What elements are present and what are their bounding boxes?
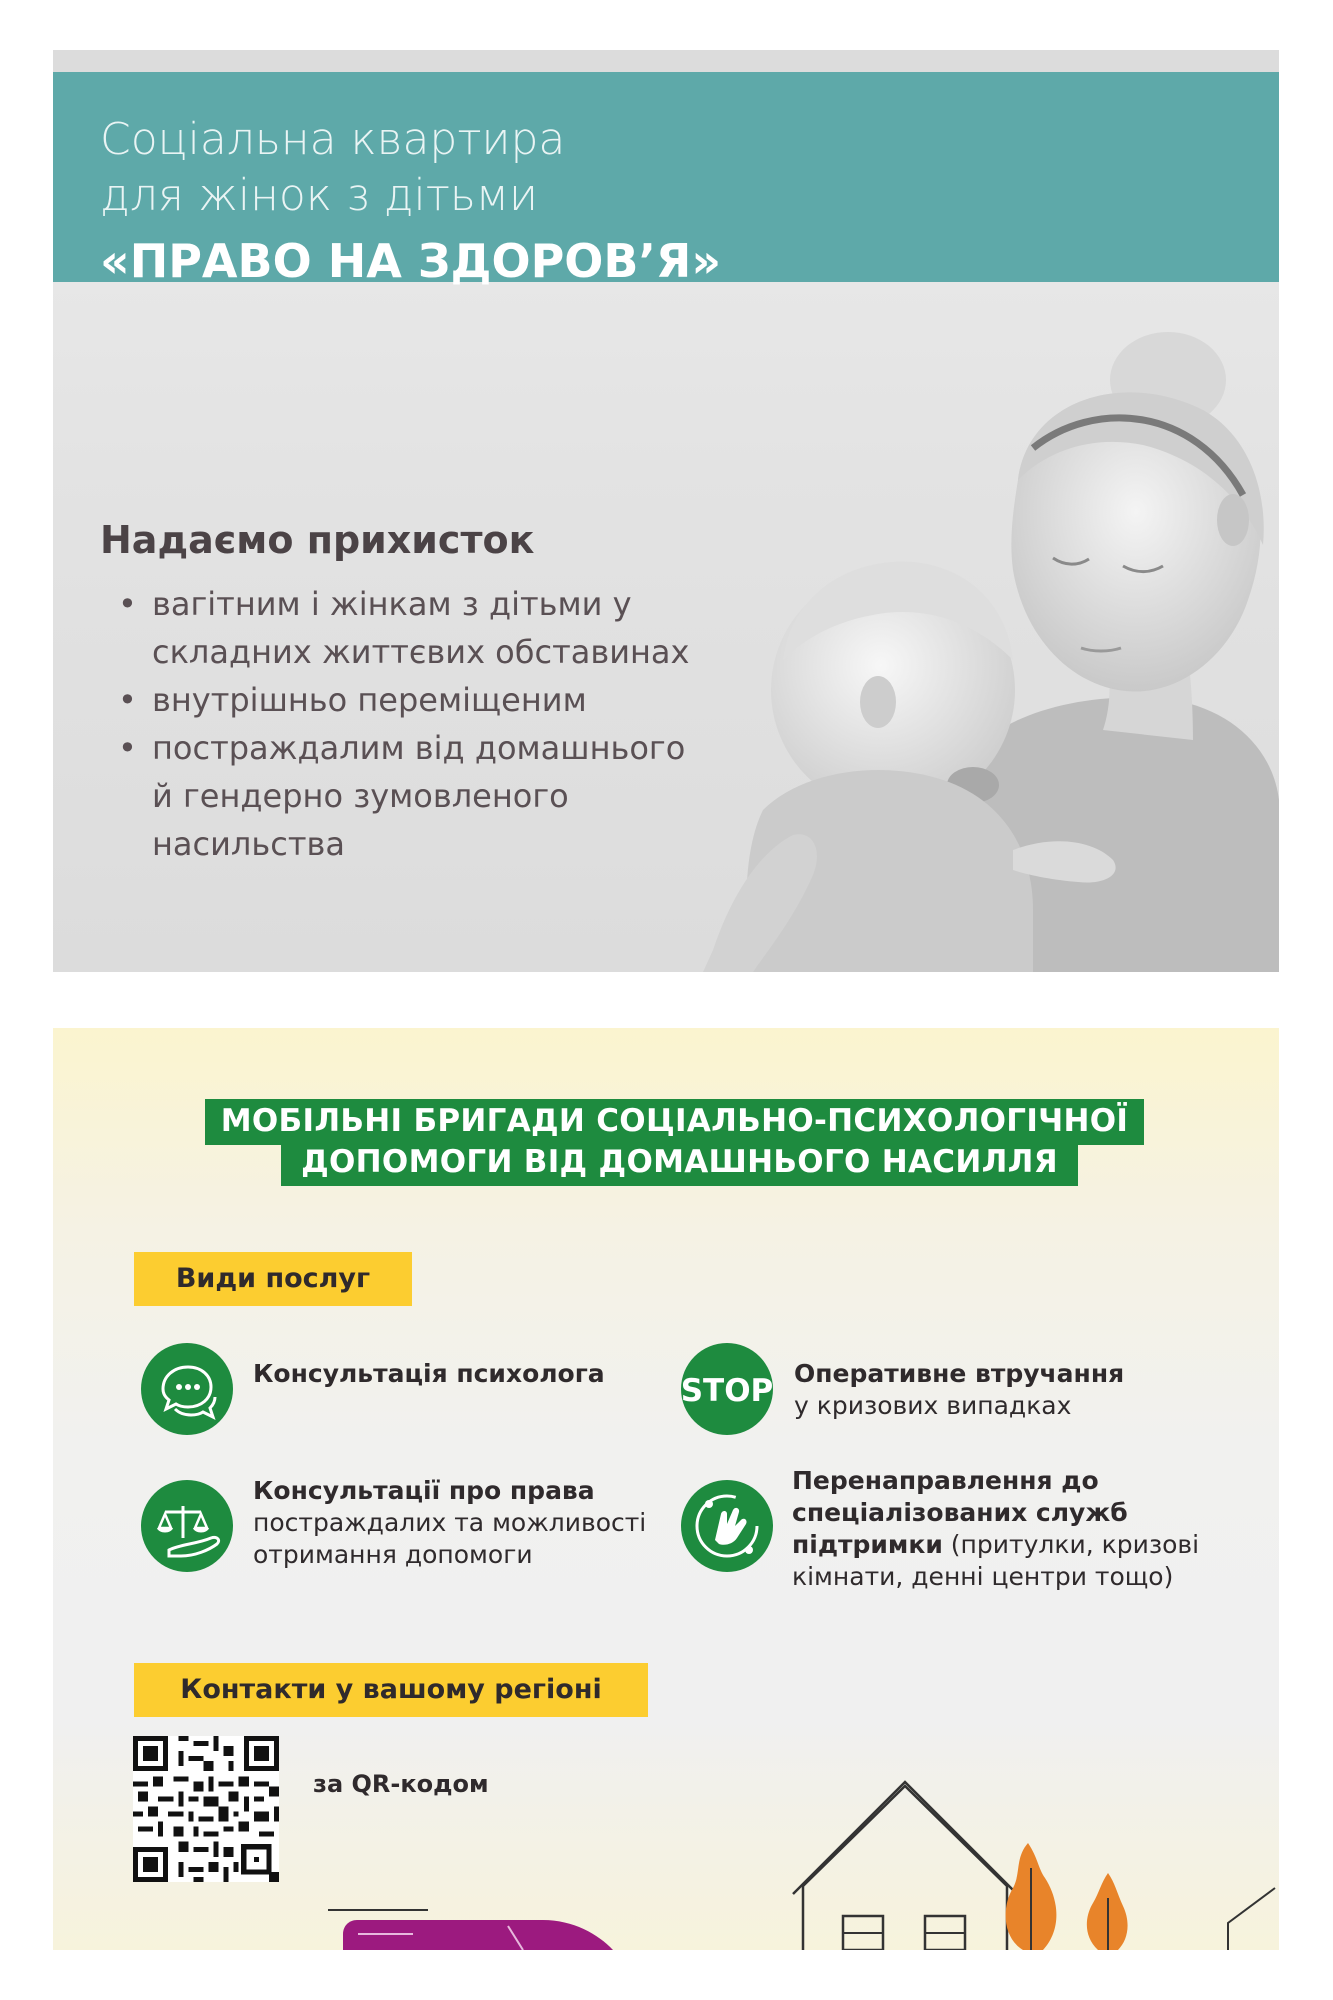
list-item-line: складних життєвих обставинах — [152, 633, 690, 671]
list-item-line: вагітним і жінкам з дітьми у — [152, 585, 632, 623]
title-line-1: Соціальна квартира — [100, 114, 566, 165]
title-line-3: «ПРАВО НА ЗДОРОВ’Я» — [100, 234, 722, 288]
service-rights — [253, 1475, 646, 1571]
stop-sign-icon — [681, 1343, 773, 1435]
service-title: підтримки — [792, 1530, 943, 1559]
qr-label: за QR-кодом — [313, 1770, 489, 1798]
mobile-teams-card — [53, 1028, 1279, 1950]
list-item-line: постраждалим від домашнього — [152, 729, 686, 767]
services-tag: Види послуг — [134, 1252, 412, 1306]
shelter-heading: Надаємо прихисток — [100, 518, 535, 562]
contacts-tag: Контакти у вашому регіоні — [134, 1663, 648, 1717]
service-redirect — [792, 1465, 1199, 1593]
banner-line-1: МОБІЛЬНІ БРИГАДИ СОЦІАЛЬНО-ПСИХОЛОГІЧНОЇ — [205, 1099, 1144, 1145]
service-title: Консультація психолога — [253, 1359, 605, 1388]
scales-hand-icon — [141, 1480, 233, 1572]
list-item-line: внутрішньо переміщеним — [152, 681, 587, 719]
list-item-line: й гендерно зумовленого — [152, 777, 569, 815]
mother-baby-photo — [673, 330, 1279, 972]
service-desc: кімнати, денні центри тощо) — [792, 1562, 1174, 1591]
bullet-icon: • — [118, 681, 137, 719]
service-title: Консультації про права — [253, 1476, 595, 1505]
list-item-line: насильства — [152, 825, 345, 863]
service-desc: постраждалих та можливості — [253, 1508, 647, 1537]
service-intervention — [794, 1358, 1124, 1422]
list-item — [100, 724, 740, 868]
service-desc: отримання допомоги — [253, 1540, 533, 1569]
bullet-icon: • — [118, 585, 137, 623]
list-item — [100, 580, 740, 676]
service-desc: (притулки, кризові — [942, 1530, 1200, 1559]
title-banner — [53, 72, 1279, 288]
bullet-icon: • — [118, 729, 137, 767]
service-title: Оперативне втручання — [794, 1359, 1125, 1388]
speech-bubbles-icon — [141, 1343, 233, 1435]
service-title: спеціалізованих служб — [792, 1498, 1128, 1527]
service-psychologist — [253, 1358, 605, 1390]
bottom-illustration — [53, 1758, 1279, 1950]
service-desc: у кризових випадках — [794, 1391, 1072, 1420]
helping-hand-icon — [681, 1480, 773, 1572]
banner-line-2: ДОПОМОГИ ВІД ДОМАШНЬОГО НАСИЛЛЯ — [281, 1140, 1078, 1186]
top-strip — [53, 50, 1279, 72]
title-line-2: для жінок з дітьми — [100, 170, 538, 221]
shelter-card — [53, 50, 1279, 972]
stop-text: STOP — [681, 1373, 773, 1409]
shelter-list — [100, 580, 740, 868]
service-title: Перенаправлення до — [792, 1466, 1099, 1495]
list-item — [100, 676, 740, 724]
